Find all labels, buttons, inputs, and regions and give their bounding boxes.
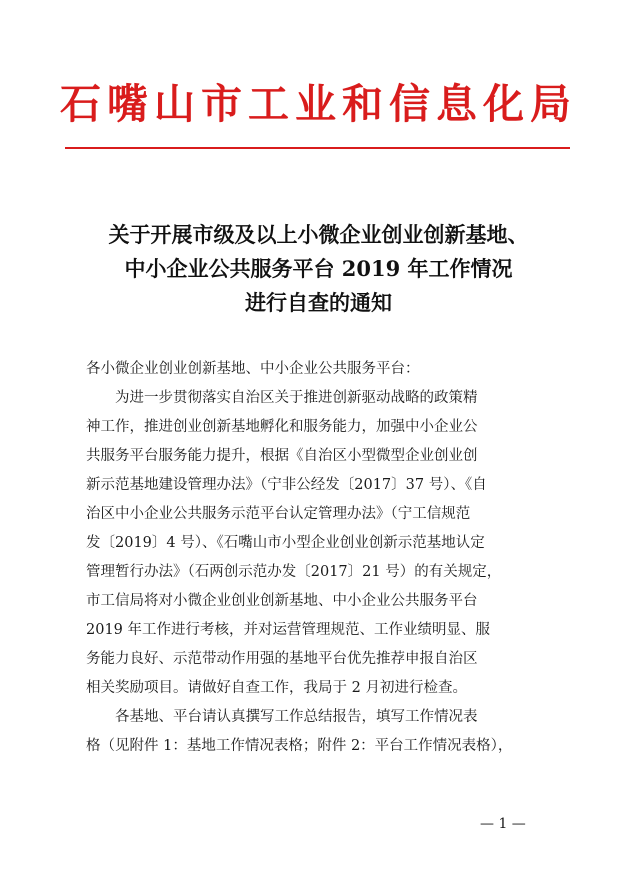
paragraph-1-line: 为进一步贯彻落实自治区关于推进创新驱动战略的政策精: [115, 390, 478, 406]
paragraph-1-line: 神工作，推进创业创新基地孵化和服务能力，加强中小企业公: [86, 419, 478, 435]
document-body: [86, 355, 556, 761]
paragraph-1-line: 市工信局将对小微企业创业创新基地、中小企业公共服务平台: [86, 593, 478, 609]
paragraph-1-line: 治区中小企业公共服务示范平台认定管理办法》（宁工信规范: [86, 506, 471, 522]
title-line-1: 关于开展市级及以上小微企业创业创新基地、: [108, 222, 529, 247]
paragraph-2-line: 格（见附件 1：基地工作情况表格；附件 2：平台工作情况表格），: [86, 738, 513, 754]
paragraph-1-line: 发〔2019〕4 号）、《石嘴山市小型企业创业创新示范基地认定: [86, 535, 485, 551]
paragraph-2-line: 各基地、平台请认真撰写工作总结报告，填写工作情况表: [115, 709, 478, 725]
document-title: [0, 218, 637, 320]
paragraph-1-line: 共服务平台服务能力提升，根据《自治区小型微型企业创业创: [86, 448, 478, 464]
paragraph-1-line: 新示范基地建设管理办法》（宁非公经发〔2017〕37 号）、《自: [86, 477, 487, 493]
paragraph-1-line: 务能力良好、示范带动作用强的基地平台优先推荐申报自治区: [86, 651, 478, 667]
salutation: 各小微企业创业创新基地、中小企业公共服务平台：: [86, 361, 420, 377]
title-line-3: 进行自查的通知: [245, 290, 392, 315]
agency-header: 石嘴山市工业和信息化局: [60, 80, 577, 128]
page-number: — 1 —: [480, 816, 526, 832]
paragraph-1-line: 管理暂行办法》（石两创示范办发〔2017〕21 号）的有关规定，: [86, 564, 502, 580]
paragraph-1-line: 相关奖励项目。请做好自查工作，我局于 2 月初进行检查。: [86, 680, 467, 696]
red-header-rule: [65, 147, 570, 149]
title-line-2: 中小企业公共服务平台 2019 年工作情况: [124, 256, 513, 281]
paragraph-1-line: 2019 年工作进行考核，并对运营管理规范、工作业绩明显、服: [86, 622, 491, 638]
